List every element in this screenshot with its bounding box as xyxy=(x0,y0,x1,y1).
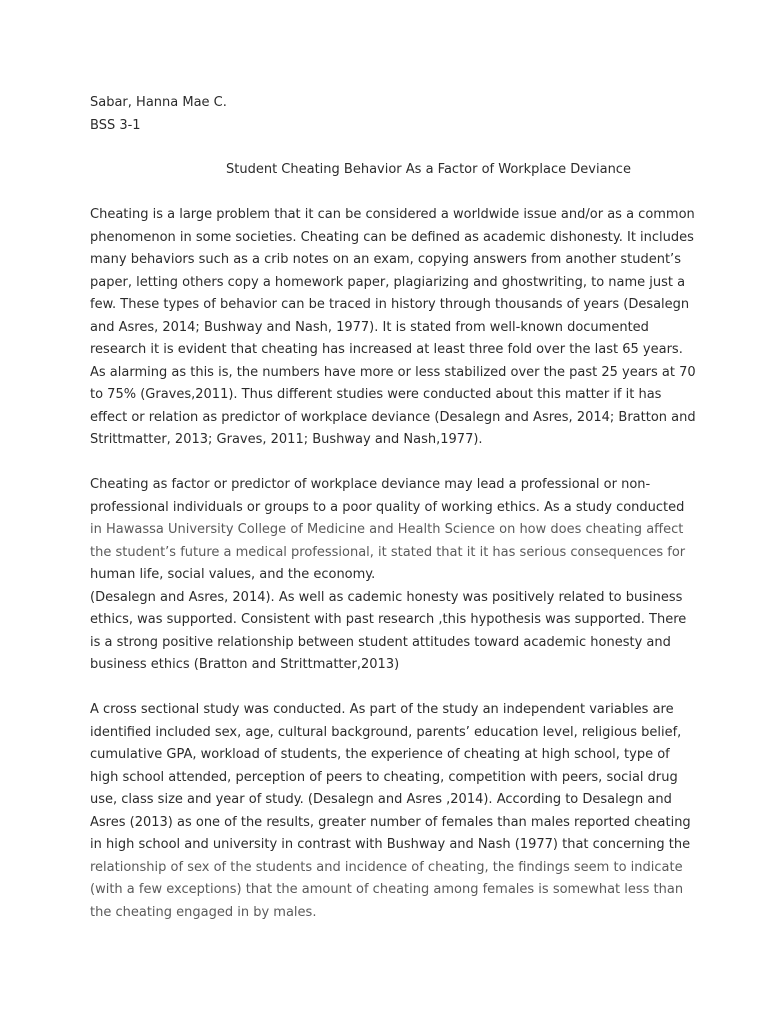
paragraph-line: few. These types of behavior can be traced in history through thousands of years (Desalegn xyxy=(90,297,690,312)
paragraph-line: A cross sectional study was conducted. As part of the study an independent variables are xyxy=(90,702,674,717)
paragraph-2 xyxy=(90,474,687,677)
paragraph-line: Cheating is a large problem that it can be considered a worldwide issue and/or as a common xyxy=(90,207,695,222)
spacer xyxy=(90,677,680,700)
spacer xyxy=(90,182,680,205)
paragraph-line: use, class size and year of study. (Desalegn and Asres ,2014). According to Desalegn and xyxy=(90,792,672,807)
class-section: BSS 3-1 xyxy=(90,117,141,133)
paragraph-line: relationship of sex of the students and incidence of cheating, the findings seem to indicate xyxy=(90,859,683,875)
author-name: Sabar, Hanna Mae C. xyxy=(90,95,227,110)
paragraph-line: Cheating as factor or predictor of workplace deviance may lead a professional or non- xyxy=(90,477,651,492)
paragraph-line: in high school and university in contrast with Bushway and Nash (1977) that concerning the xyxy=(90,837,691,852)
spacer xyxy=(90,452,680,475)
paragraph-line: professional individuals or groups to a poor quality of working ethics. As a study conducted xyxy=(90,499,685,515)
paragraph-line: the student’s future a medical professional, it stated that it it has serious consequences for xyxy=(90,544,686,560)
paragraph-line: ethics, was supported. Consistent with past research ,this hypothesis was supported. There xyxy=(90,612,687,627)
paragraph-line: to 75% (Graves,2011). Thus different studies were conducted about this matter if it has xyxy=(90,387,662,402)
paragraph-line: (with a few exceptions) that the amount of cheating among females is somewhat less than xyxy=(90,882,684,897)
paragraph-line: Asres (2013) as one of the results, greater number of females than males reported cheating xyxy=(90,814,691,830)
paragraph-line: (Desalegn and Asres, 2014). As well as cademic honesty was positively related to business xyxy=(90,589,683,605)
paragraph-line: many behaviors such as a crib notes on an exam, copying answers from another student’s xyxy=(90,252,681,267)
paragraph-line: paper, letting others copy a homework paper, plagiarizing and ghostwriting, to name just a xyxy=(90,274,686,290)
paragraph-line: As alarming as this is, the numbers have more or less stabilized over the past 25 years at 70 xyxy=(90,364,696,380)
paragraph-line: identified included sex, age, cultural background, parents’ education level, religious belief, xyxy=(90,724,682,740)
paragraph-line: research it is evident that cheating has increased at least three fold over the last 65 years. xyxy=(90,342,683,357)
paragraph-line: cumulative GPA, workload of students, the experience of cheating at high school, type of xyxy=(90,747,670,762)
paragraph-3 xyxy=(90,699,691,924)
paragraph-line: business ethics (Bratton and Strittmatter,2013) xyxy=(90,657,400,672)
paragraph-line: is a strong positive relationship between student attitudes toward academic honesty and xyxy=(90,634,671,650)
paragraph-line: phenomenon in some societies. Cheating can be defined as academic dishonesty. It includes xyxy=(90,229,694,245)
paragraph-line: and Asres, 2014; Bushway and Nash, 1977). It is stated from well-known documented xyxy=(90,319,649,335)
paragraph-line: in Hawassa University College of Medicine and Health Science on how does cheating affect xyxy=(90,522,684,537)
paragraph-1 xyxy=(90,204,696,452)
paragraph-line: Strittmatter, 2013; Graves, 2011; Bushway and Nash,1977). xyxy=(90,432,483,447)
paragraph-line: the cheating engaged in by males. xyxy=(90,904,317,920)
paragraph-line: high school attended, perception of peers to cheating, competition with peers, social drug xyxy=(90,769,678,785)
paragraph-line: human life, social values, and the economy. xyxy=(90,567,376,582)
paragraph-line: effect or relation as predictor of workplace deviance (Desalegn and Asres, 2014; Bratton and xyxy=(90,409,696,425)
document-title: Student Cheating Behavior As a Factor of Workplace Deviance xyxy=(226,162,631,177)
